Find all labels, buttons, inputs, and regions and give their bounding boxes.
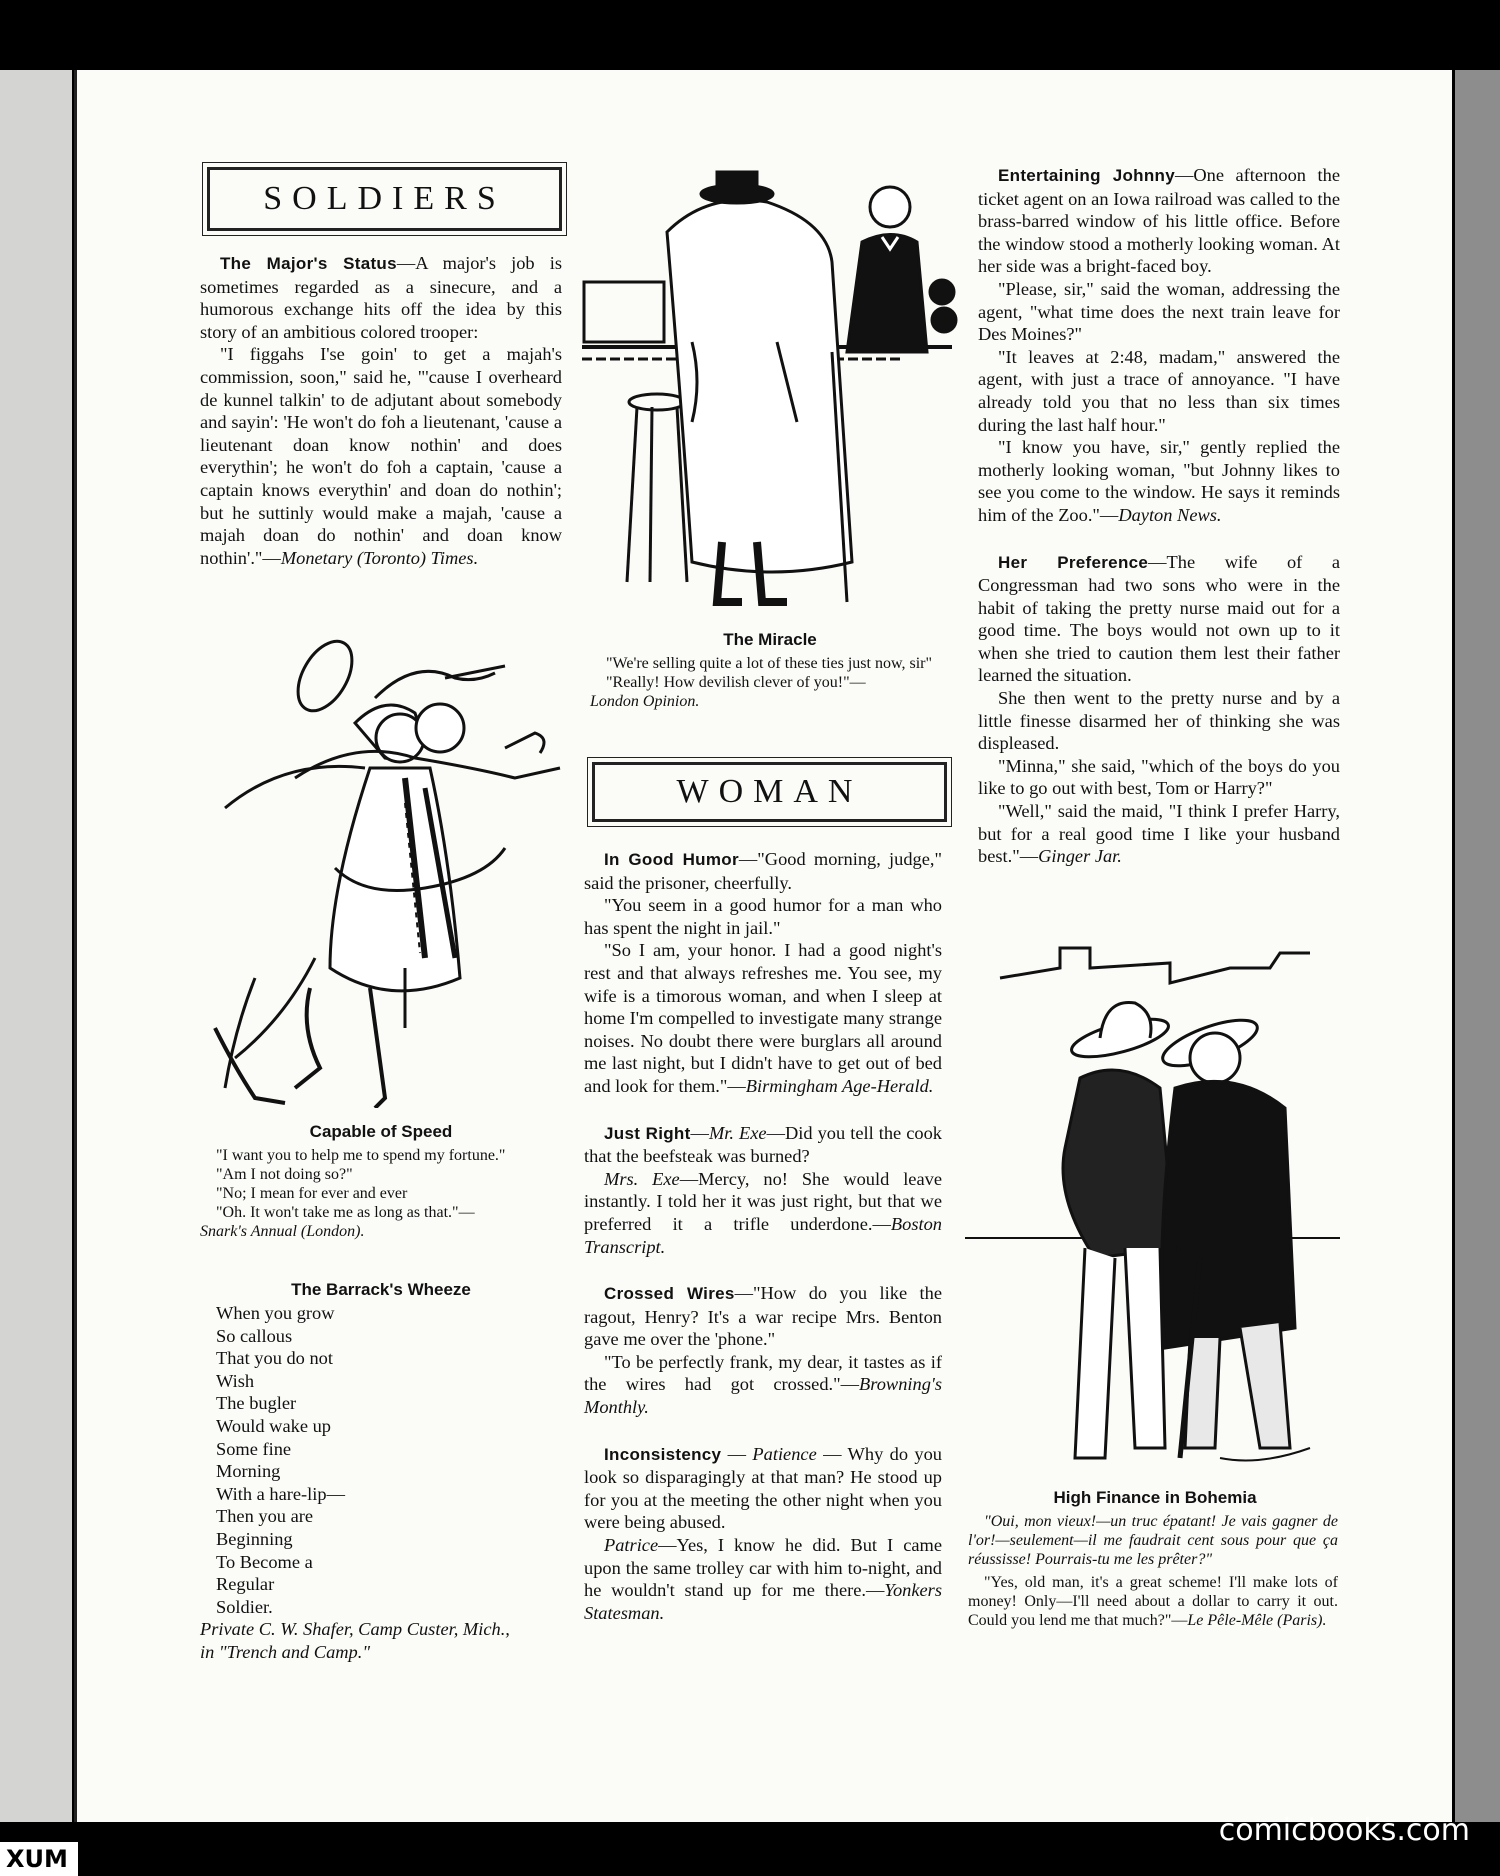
poem-line: Morning — [216, 1461, 281, 1482]
article-heading: The Major's Status — [220, 254, 397, 273]
soldiers-section-title — [207, 167, 562, 231]
article-text: — — [721, 1443, 753, 1464]
poem-credit: Private C. W. Shafer, Camp Custer, Mich., — [200, 1619, 510, 1640]
left-page-edge — [0, 70, 72, 1822]
article-text: —"How do you like the ragout, Henry? It's a war recipe Mrs. Benton gave me over the 'phone." — [584, 1283, 942, 1350]
poem-line: Regular — [216, 1574, 275, 1595]
speaker-name: Mrs. Exe — [604, 1168, 680, 1189]
caption-source: London Opinion. — [590, 693, 700, 710]
article-heading: Crossed Wires — [604, 1284, 735, 1304]
article-source: Boston Transcript. — [584, 1213, 942, 1257]
article-text: "Please, sir," said the woman, addressing the agent, "what time does the next train leave for Des Moines?" — [978, 278, 1340, 345]
bohemia-illustration — [960, 938, 1345, 1478]
article-heading: Her Preference — [998, 552, 1149, 572]
watermark: comicbooks.com — [1218, 1813, 1470, 1848]
caption-source: Snark's Annual (London). — [200, 1223, 365, 1240]
poem-line: Some fine — [216, 1438, 292, 1459]
article-source: Birmingham Age-Herald. — [745, 1075, 934, 1096]
soldiers-title-text: SOLDIERS — [263, 180, 506, 217]
article-text: "To be perfectly frank, my dear, it tastes as if the wires had got crossed."— — [584, 1351, 942, 1395]
poem-line: So callous — [216, 1325, 293, 1346]
major-status-article — [200, 252, 562, 569]
poem-line: Beginning — [216, 1528, 293, 1549]
article-source: Browning's Monthly. — [584, 1374, 942, 1418]
woman-title-text: WOMAN — [676, 773, 863, 810]
right-column — [978, 164, 1340, 868]
barrack-title: The Barrack's Wheeze — [291, 1280, 471, 1299]
article-text: —Yes, I know he did. But I came upon the same trolley car with him to-night, and he wouldn't stand up for me there.— — [584, 1535, 942, 1601]
speed-caption — [200, 1146, 562, 1241]
article-text: —A major's job is sometimes regarded as a sinecure, and a humorous exchange hits off the idea by this story of an ambitious colored trooper: — [200, 253, 562, 342]
flying-hat-icon — [287, 632, 363, 720]
article-text: "So I am, your honor. I had a good night's rest and that always refreshes me. You see, my wife is a timorous woman, and when I sleep at home I'm compelled to investigate many strange noises. No doubt there were burglars all around me last night, but I didn't have to get out of bed and look for them."— — [584, 940, 942, 1096]
article-source: Ginger Jar. — [1038, 846, 1122, 867]
caption-line: "Really! How devilish clever of you!"— — [606, 674, 866, 691]
right-page-edge — [1455, 70, 1500, 1822]
barrack-poem — [200, 1302, 562, 1664]
poem-line: Wish — [216, 1370, 255, 1391]
caption-line: "Am I not doing so?" — [216, 1166, 353, 1183]
article-source: Yonkers Statesman. — [584, 1580, 942, 1623]
article-heading: Entertaining Johnny — [998, 166, 1175, 185]
poem-line: When you grow — [216, 1303, 335, 1323]
corner-tag: XUM — [0, 1842, 78, 1876]
caption-line: "No; I mean for ever and ever — [216, 1185, 408, 1202]
article-text: — Why do you look so disparagingly at that man? He stood up for you at the meeting the other night when you were being abused. — [584, 1443, 942, 1533]
woman-section-title — [592, 762, 947, 822]
article-source: Dayton News. — [1118, 504, 1222, 525]
speaker-name: Patience — [752, 1443, 817, 1464]
article-text: —"Good morning, judge," said the prisoner, cheerfully. — [584, 849, 943, 893]
miracle-illustration — [572, 162, 972, 622]
caption-french: "Oui, mon vieux!—un truc épatant! Je vais gagner de l'or!—seulement—il me faudrait cent sous pour que ça réussisse! Pourrais-tu me les prêter?" — [968, 1513, 1338, 1568]
article-text: "Minna," she said, "which of the boys do you like to go out with best, Tom or Harry?" — [978, 755, 1340, 799]
article-text: "It leaves at 2:48, madam," answered the agent, with just a trace of annoyance. "I have already told you that no less than six times during the last half hour." — [978, 346, 1340, 435]
bohemia-caption — [968, 1512, 1338, 1630]
article-heading: Just Right — [604, 1123, 691, 1143]
article-text: "I figgahs I'se goin' to get a majah's commission, soon," said he, "'cause I overheard de kunnel talkin' to de adjutant about somebody and sayin': 'He won't do foh a lieutenant, 'cause a lieutenant doan know nothin' and does everythin'; he won't do foh a captain, 'cause a captain knows everythin' and doan do nothin'; but he suttinly would make a majah, 'cause a majah doan do nothin' and doan know nothin'."— — [200, 344, 562, 568]
article-text: —The wife of a Congressman had two sons who were in the habit of taking the pretty nurse maid out for a good time. The boys would not own up to it when she tried to caution them lest their father learned the situation. — [978, 551, 1340, 686]
miracle-caption-title: The Miracle — [723, 630, 817, 649]
poem-line: To Become a — [216, 1551, 313, 1572]
poem-line: With a hare-lip— — [216, 1483, 345, 1504]
article-text: "Well," said the maid, "I think I prefer Harry, but for a real good time I like your husband best."— — [978, 801, 1340, 867]
poem-line: Would wake up — [216, 1415, 331, 1436]
article-source: Monetary (Toronto) Times. — [280, 547, 479, 568]
speaker-name: Mr. Exe — [708, 1122, 767, 1143]
woman-column — [584, 848, 942, 1624]
article-text: —Mercy, no! She would leave instantly. I told her it was just right, but that we preferred it a trifle underdone.— — [584, 1168, 942, 1234]
article-heading: In Good Humor — [604, 850, 739, 869]
miracle-caption — [590, 654, 950, 711]
article-text: "You seem in a good humor for a man who has spent the night in jail." — [584, 895, 942, 938]
poem-line: The bugler — [216, 1393, 297, 1414]
article-heading: Inconsistency — [604, 1444, 722, 1464]
poem-credit: in "Trench and Camp." — [200, 1641, 371, 1662]
caption-line: "I want you to help me to spend my fortune." — [216, 1147, 506, 1164]
caption-line: "We're selling quite a lot of these ties just now, sir" — [606, 655, 932, 672]
article-text: —One afternoon the ticket agent on an Iowa railroad was called to the brass-barred window of his little office. Before the window stood a motherly looking woman. At her side was a bright-faced boy. — [978, 165, 1340, 277]
skaters-illustration — [195, 628, 570, 1108]
caption-english: "Yes, old man, it's a great scheme! I'll make lots of money! Only—I'll need about a dollar to carry it out. Could you lend me that much?"— — [968, 1574, 1338, 1629]
speaker-name: Patrice — [604, 1535, 659, 1556]
caption-line: "Oh. It won't take me as long as that."— — [216, 1204, 475, 1221]
poem-line: Then you are — [216, 1506, 314, 1527]
caption-source: Le Pêle-Mêle (Paris). — [1187, 1612, 1327, 1629]
article-text: — — [690, 1122, 709, 1143]
article-text: —Did you tell the cook that the beefsteak was burned? — [584, 1122, 942, 1167]
article-text: She then went to the pretty nurse and by a little finesse disarmed her of thinking she was displeased. — [978, 688, 1340, 754]
speed-caption-title: Capable of Speed — [309, 1122, 453, 1141]
poem-line: That you do not — [216, 1348, 333, 1369]
bohemia-caption-title: High Finance in Bohemia — [1053, 1488, 1257, 1507]
poem-line: Soldier. — [216, 1596, 273, 1617]
article-text: "I know you have, sir," gently replied the motherly looking woman, "but Johnny likes to see you come to the window. He says it reminds him of the Zoo."— — [978, 437, 1340, 525]
